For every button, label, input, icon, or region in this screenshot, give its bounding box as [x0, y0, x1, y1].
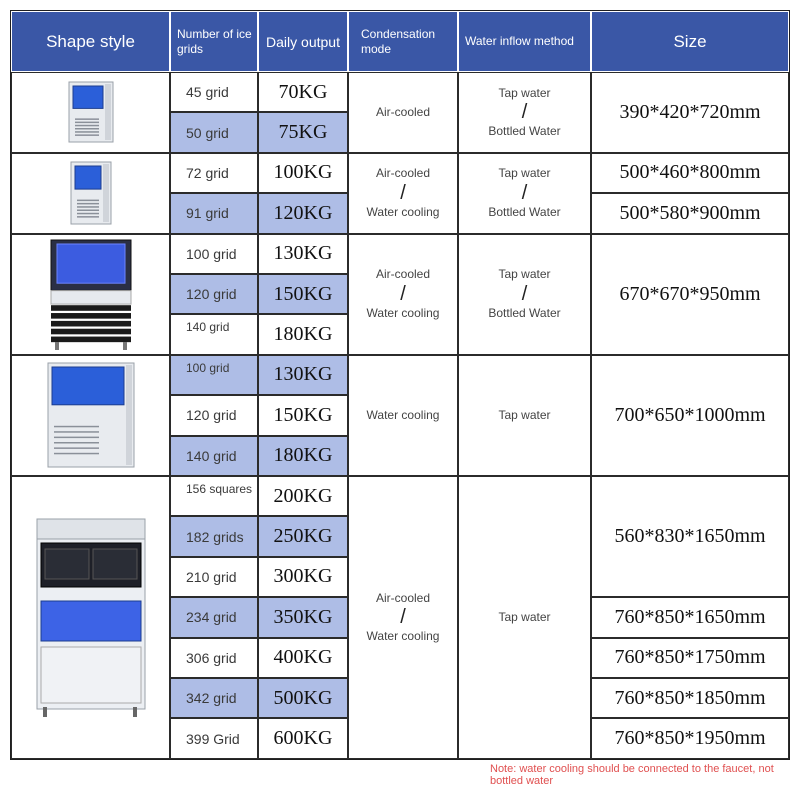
shape-image-cell	[11, 153, 170, 234]
header-daily-output: Daily output	[258, 11, 348, 72]
ice-machine-compact-icon	[69, 160, 113, 226]
water-inflow-text: Tap water	[498, 407, 551, 422]
daily-output-cell: 120KG	[258, 193, 348, 233]
footnote: Note: water cooling should be connected to the faucet, not bottled water	[490, 763, 774, 787]
shape-image-cell	[11, 476, 170, 759]
ice-grid-cell: 182 grids	[170, 516, 258, 556]
size-cell: 670*670*950mm	[591, 234, 789, 355]
size-cell: 560*830*1650mm	[591, 476, 789, 597]
daily-output-cell: 180KG	[258, 436, 348, 476]
daily-output-cell: 150KG	[258, 395, 348, 435]
water-inflow-cell	[458, 476, 591, 759]
water-inflow-text: Bottled Water	[488, 205, 561, 220]
slash-separator: /	[400, 182, 406, 205]
ice-grid-cell: 100 grid	[170, 355, 258, 395]
ice-grid-cell: 342 grid	[170, 678, 258, 718]
ice-grid-cell: 120 grid	[170, 395, 258, 435]
slash-separator: /	[400, 606, 406, 629]
condensation-mode-text: Air-cooled	[375, 105, 431, 119]
shape-image-cell	[11, 234, 170, 355]
daily-output-cell: 130KG	[258, 234, 348, 274]
daily-output-cell: 600KG	[258, 718, 348, 758]
header-water-inflow-method: Water inflow method	[458, 11, 591, 72]
condensation-mode-text: Air-cooled	[375, 590, 431, 605]
daily-output-cell: 500KG	[258, 678, 348, 718]
condensation-mode-text: Air-cooled	[375, 166, 431, 181]
size-cell: 500*580*900mm	[591, 193, 789, 233]
daily-output-cell: 250KG	[258, 516, 348, 556]
condensation-mode-cell	[348, 476, 458, 759]
daily-output-cell: 200KG	[258, 476, 348, 516]
ice-machine-medium-icon	[46, 361, 136, 469]
ice-grid-cell: 399 Grid	[170, 718, 258, 758]
daily-output-cell: 70KG	[258, 72, 348, 112]
condensation-mode-text: Water cooling	[366, 629, 440, 644]
ice-grid-cell: 306 grid	[170, 638, 258, 678]
ice-grid-cell: 45 grid	[170, 72, 258, 112]
size-cell: 760*850*1850mm	[591, 678, 789, 718]
size-cell: 700*650*1000mm	[591, 355, 789, 476]
ice-grid-cell: 156 squares	[170, 476, 258, 516]
ice-grid-cell: 120 grid	[170, 274, 258, 314]
condensation-mode-cell	[348, 355, 458, 476]
water-inflow-cell	[458, 355, 591, 476]
shape-image-cell	[11, 355, 170, 476]
header-shape-style: Shape style	[11, 11, 170, 72]
condensation-mode-cell	[348, 72, 458, 153]
slash-separator: /	[521, 283, 528, 306]
condensation-mode-text: Water cooling	[366, 407, 440, 422]
water-inflow-text: Tap water	[498, 166, 551, 181]
water-inflow-cell	[458, 234, 591, 355]
water-inflow-text: Tap water	[498, 267, 551, 282]
condensation-mode-cell	[348, 153, 458, 234]
slash-separator: /	[400, 283, 406, 306]
water-inflow-text: Bottled Water	[488, 306, 561, 321]
ice-machine-tall-icon	[35, 517, 147, 717]
ice-grid-cell: 210 grid	[170, 557, 258, 597]
condensation-mode-text: Air-cooled	[375, 267, 431, 282]
water-inflow-text: Tap water	[498, 85, 551, 100]
water-inflow-cell	[458, 153, 591, 234]
size-cell: 390*420*720mm	[591, 72, 789, 153]
ice-machine-wide-icon	[49, 238, 133, 350]
ice-grid-cell: 140 grid	[170, 436, 258, 476]
header-number-of-ice-grids: Number of ice grids	[170, 11, 258, 72]
ice-machine-small-icon	[67, 80, 115, 144]
ice-grid-cell: 91 grid	[170, 193, 258, 233]
size-cell: 500*460*800mm	[591, 153, 789, 193]
header-condensation-mode: Condensation mode	[348, 11, 458, 72]
water-inflow-text: Bottled Water	[488, 124, 561, 139]
condensation-mode-text: Water cooling	[366, 306, 440, 321]
daily-output-cell: 75KG	[258, 112, 348, 152]
ice-grid-cell: 72 grid	[170, 153, 258, 193]
daily-output-cell: 350KG	[258, 597, 348, 637]
daily-output-cell: 180KG	[258, 314, 348, 354]
daily-output-cell: 400KG	[258, 638, 348, 678]
slash-separator: /	[521, 101, 528, 124]
daily-output-cell: 100KG	[258, 153, 348, 193]
size-cell: 760*850*1650mm	[591, 597, 789, 637]
size-cell: 760*850*1950mm	[591, 718, 789, 758]
water-inflow-text: Tap water	[498, 610, 551, 624]
ice-grid-cell: 50 grid	[170, 112, 258, 152]
header-size: Size	[591, 11, 789, 72]
slash-separator: /	[521, 182, 528, 205]
shape-image-cell	[11, 72, 170, 153]
size-cell: 760*850*1750mm	[591, 638, 789, 678]
daily-output-cell: 130KG	[258, 355, 348, 395]
daily-output-cell: 150KG	[258, 274, 348, 314]
ice-grid-cell: 140 grid	[170, 314, 258, 354]
water-inflow-cell	[458, 72, 591, 153]
ice-grid-cell: 234 grid	[170, 597, 258, 637]
condensation-mode-cell	[348, 234, 458, 355]
condensation-mode-text: Water cooling	[366, 205, 440, 220]
daily-output-cell: 300KG	[258, 557, 348, 597]
ice-grid-cell: 100 grid	[170, 234, 258, 274]
